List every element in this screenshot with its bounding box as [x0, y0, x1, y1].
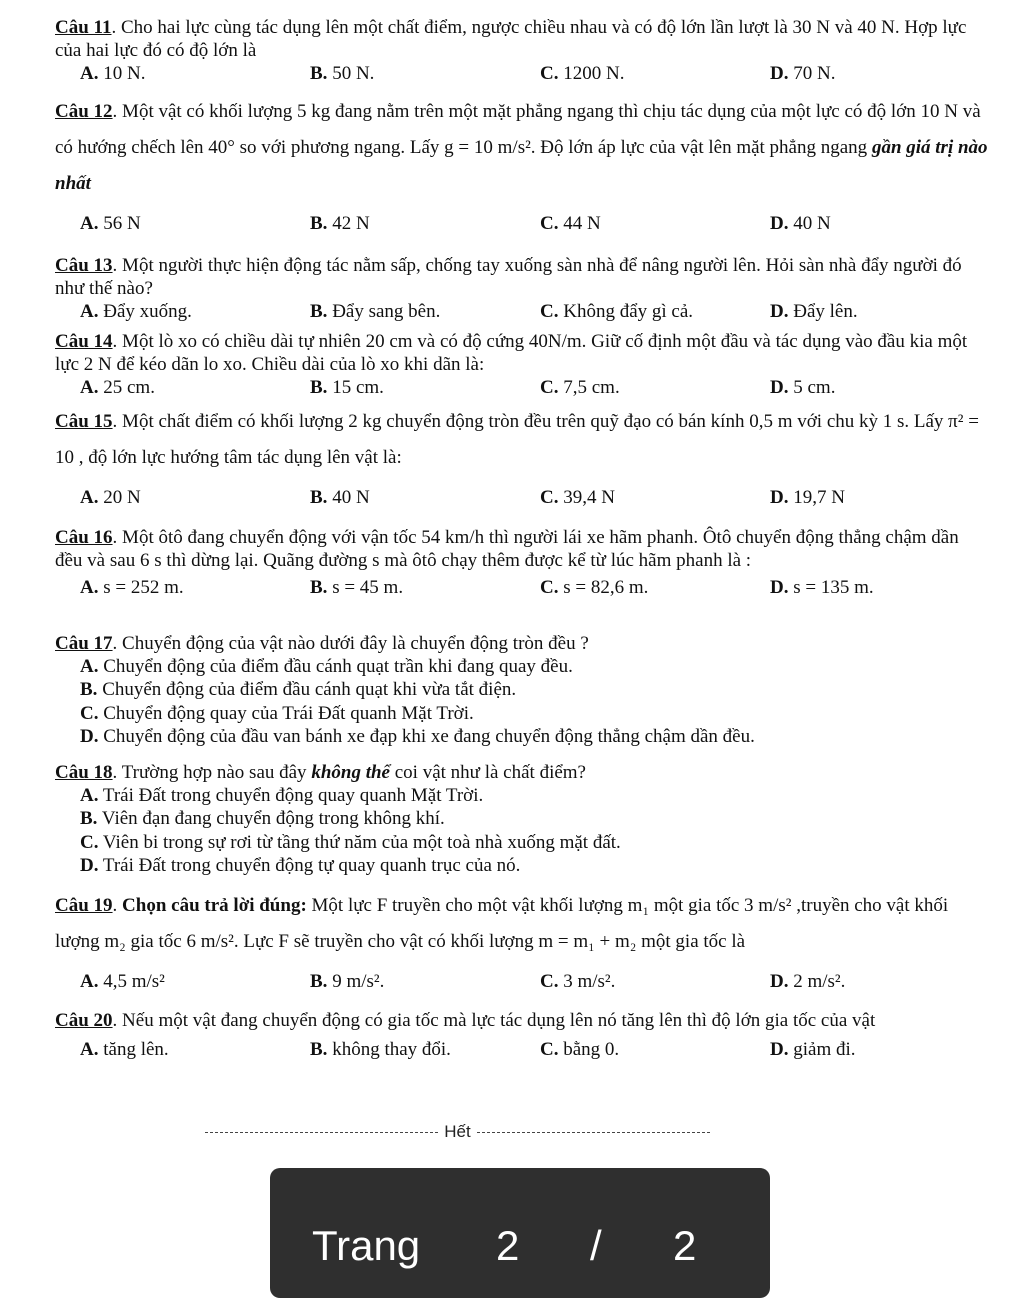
question-15	[55, 404, 990, 510]
page-separator: /	[590, 1222, 602, 1269]
option-b[interactable]: B. không thay đổi.	[310, 1039, 451, 1061]
option-c[interactable]: C. 3 m/s².	[540, 971, 616, 993]
option-b[interactable]: B. Đẩy sang bên.	[310, 301, 441, 323]
option-c[interactable]: C. s = 82,6 m.	[540, 577, 649, 599]
option-b[interactable]: B. Chuyển động của điểm đầu cánh quạt khi vừa tắt điện.	[80, 679, 517, 701]
option-c[interactable]: C. 7,5 cm.	[540, 377, 620, 399]
divider	[205, 1132, 438, 1133]
option-a[interactable]: A. Đẩy xuống.	[80, 301, 192, 323]
option-a[interactable]: A. 20 N	[80, 487, 141, 509]
current-page: 2	[496, 1222, 520, 1269]
divider	[477, 1132, 710, 1133]
question-16	[55, 526, 990, 600]
option-a[interactable]: A. 25 cm.	[80, 377, 155, 399]
options-row	[55, 1038, 990, 1062]
question-12	[55, 94, 990, 236]
question-stem: Câu 12. Một vật có khối lượng 5 kg đang nằm trên một mặt phẳng ngang thì chịu tác dụng của một lực có độ lớn 10 N và có hướng chếch lên 40° so với phương ngang. Lấy g = 10 m/s². Độ lớn áp lực của vật lên mặt phẳng ngang gần giá trị nào nhất	[55, 101, 988, 195]
option-b[interactable]: B. 40 N	[310, 487, 370, 509]
options-row	[55, 212, 990, 236]
question-stem: Câu 19. Chọn câu trả lời đúng: Một lực F truyền cho một vật khối lượng m₁ một gia tốc 3 m/s² ,truyền cho vật khối lượng m₂ gia tốc 6 m/s². Lực F sẽ truyền cho vật có khối lượng m = m₁ + m₂ một gia tốc là	[55, 895, 949, 953]
option-d[interactable]: D. 19,7 N	[770, 487, 845, 509]
question-18	[55, 761, 990, 877]
options-row	[55, 486, 990, 510]
option-d[interactable]: D. Đẩy lên.	[770, 301, 858, 323]
page-indicator	[270, 1168, 770, 1298]
question-stem: Câu 13. Một người thực hiện động tác nằm sấp, chống tay xuống sàn nhà để nâng người lên. Hỏi sàn nhà đẩy người đó như thế nào?	[55, 255, 962, 300]
question-14	[55, 330, 990, 400]
options-row	[55, 970, 990, 994]
options-row	[55, 376, 990, 400]
options-row	[55, 576, 990, 600]
option-d[interactable]: D. 5 cm.	[770, 377, 836, 399]
option-d[interactable]: D. Trái Đất trong chuyển động tự quay quanh trục của nó.	[80, 854, 521, 876]
option-c[interactable]: C. 1200 N.	[540, 63, 625, 85]
option-d[interactable]: D. 70 N.	[770, 63, 836, 85]
question-stem: Câu 11. Cho hai lực cùng tác dụng lên một chất điểm, ngược chiều nhau và có độ lớn lần lượt là 30 N và 40 N. Hợp lực của hai lực đó có độ lớn là	[55, 17, 967, 62]
option-d[interactable]: D. Chuyển động của đầu van bánh xe đạp khi xe đang chuyển động thẳng chậm dần đều.	[80, 725, 755, 747]
question-stem: Câu 14. Một lò xo có chiều dài tự nhiên 20 cm và có độ cứng 40N/m. Giữ cố định một đầu và tác dụng vào đầu kia một lực 2 N để kéo dãn lo xo. Chiều dài của lò xo khi dãn là:	[55, 331, 968, 376]
option-a[interactable]: A. Chuyển động của điểm đầu cánh quạt trần khi đang quay đều.	[80, 656, 573, 678]
end-marker	[205, 1122, 710, 1143]
option-a[interactable]: A. s = 252 m.	[80, 577, 184, 599]
option-b[interactable]: B. Viên đạn đang chuyển động trong không khí.	[80, 808, 445, 830]
option-d[interactable]: D. giảm đi.	[770, 1039, 856, 1061]
option-b[interactable]: B. 50 N.	[310, 63, 375, 85]
option-a[interactable]: A. 4,5 m/s²	[80, 971, 165, 993]
option-b[interactable]: B. 15 cm.	[310, 377, 384, 399]
option-c[interactable]: C. Viên bi trong sự rơi từ tầng thứ năm của một toà nhà xuống mặt đất.	[80, 831, 621, 853]
option-b[interactable]: B. s = 45 m.	[310, 577, 404, 599]
end-label: Hết	[444, 1122, 471, 1141]
option-b[interactable]: B. 42 N	[310, 213, 370, 235]
page-label: Trang	[312, 1222, 421, 1269]
question-20	[55, 1009, 990, 1062]
option-a[interactable]: A. tăng lên.	[80, 1039, 169, 1061]
option-c[interactable]: C. bằng 0.	[540, 1039, 620, 1061]
option-c[interactable]: C. 44 N	[540, 213, 601, 235]
option-c[interactable]: C. Không đẩy gì cả.	[540, 301, 694, 323]
option-d[interactable]: D. 2 m/s².	[770, 971, 846, 993]
question-17	[55, 632, 990, 748]
question-stem: Câu 18. Trường hợp nào sau đây không thể coi vật như là chất điểm?	[55, 762, 586, 783]
option-d[interactable]: D. s = 135 m.	[770, 577, 874, 599]
options-row	[55, 62, 990, 86]
question-11	[55, 16, 990, 86]
question-stem: Câu 17. Chuyển động của vật nào dưới đây là chuyển động tròn đều ?	[55, 633, 589, 654]
option-a[interactable]: A. 10 N.	[80, 63, 146, 85]
option-d[interactable]: D. 40 N	[770, 213, 831, 235]
option-a[interactable]: A. Trái Đất trong chuyển động quay quanh Mặt Trời.	[80, 785, 484, 807]
option-b[interactable]: B. 9 m/s².	[310, 971, 385, 993]
options-row	[55, 300, 990, 324]
question-stem: Câu 16. Một ôtô đang chuyển động với vận tốc 54 km/h thì người lái xe hãm phanh. Ôtô chuyển động thẳng chậm dần đều và sau 6 s thì dừng lại. Quãng đường s mà ôtô chạy thêm được kể từ lúc hãm phanh là :	[55, 527, 959, 572]
question-13	[55, 254, 990, 324]
option-c[interactable]: C. Chuyển động quay của Trái Đất quanh Mặt Trời.	[80, 702, 474, 724]
total-pages: 2	[673, 1222, 697, 1269]
question-19	[55, 888, 990, 994]
question-stem: Câu 20. Nếu một vật đang chuyển động có gia tốc mà lực tác dụng lên nó tăng lên thì độ lớn gia tốc của vật	[55, 1010, 876, 1031]
option-c[interactable]: C. 39,4 N	[540, 487, 615, 509]
option-a[interactable]: A. 56 N	[80, 213, 141, 235]
question-stem: Câu 15. Một chất điểm có khối lượng 2 kg chuyển động tròn đều trên quỹ đạo có bán kính 0,5 m với chu kỳ 1 s. Lấy π² = 10 , độ lớn lực hướng tâm tác dụng lên vật là:	[55, 411, 979, 469]
